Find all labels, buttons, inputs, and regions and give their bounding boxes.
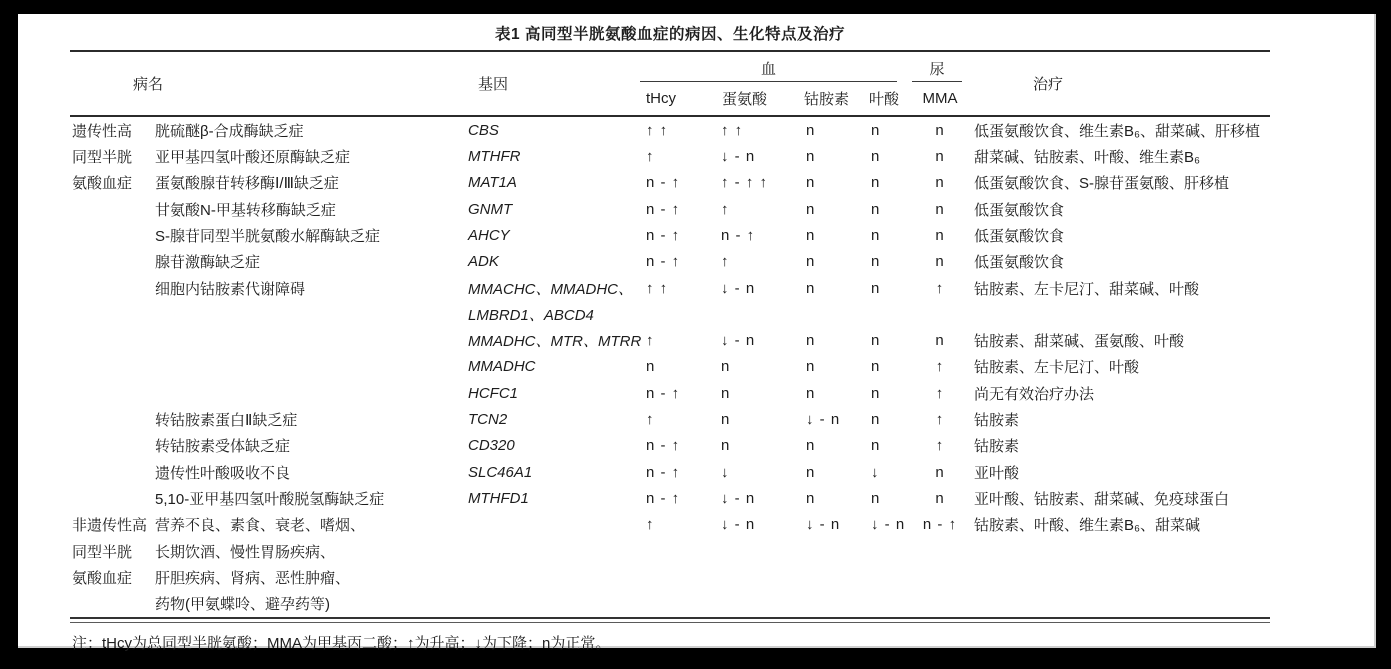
treatment-text: 尚无有效治疗办法 — [974, 385, 1095, 403]
document-page — [18, 14, 1376, 652]
mma-value: n — [935, 253, 945, 271]
methionine-value: n — [721, 437, 731, 455]
group-label — [70, 196, 154, 222]
thcy-value: n - ↑ — [646, 226, 681, 244]
methionine-value: n — [721, 411, 731, 429]
thcy-value: n - ↑ — [646, 437, 681, 455]
group-label — [70, 328, 154, 354]
table-row — [70, 222, 1270, 248]
methionine-value: n — [721, 358, 731, 376]
gene-name: LMBRD1、ABCD4 — [468, 306, 594, 324]
methionine-value: ↑ - ↑ ↑ — [721, 174, 768, 192]
gene-name — [462, 538, 640, 564]
disease-name — [154, 301, 462, 327]
mma-value: n — [935, 490, 945, 508]
gene-name — [462, 512, 640, 538]
table-header — [70, 50, 1270, 117]
treatment-text: 钴胺素 — [974, 412, 1020, 430]
treatment-text: 低蛋氨酸饮食 — [974, 254, 1065, 272]
disease-name: 5,10-亚甲基四氢叶酸脱氢酶缺乏症 — [155, 491, 385, 509]
treatment-text — [970, 564, 1270, 590]
group-label — [70, 380, 154, 406]
cobalamin-value: n — [806, 463, 816, 481]
table-row — [70, 564, 1270, 590]
disease-name: 胱硫醚β-合成酶缺乏症 — [155, 122, 304, 140]
treatment-text — [970, 591, 1270, 617]
table-row — [70, 275, 1270, 301]
thcy-value: n - ↑ — [646, 200, 681, 218]
folate-value: n — [871, 384, 881, 402]
cobalamin-value: n — [806, 332, 816, 350]
mma-value: n — [935, 121, 945, 139]
folate-value: n — [871, 279, 881, 297]
disease-name — [154, 380, 462, 406]
mma-value: n — [935, 332, 945, 350]
folate-value: n — [871, 200, 881, 218]
thcy-value: n - ↑ — [646, 253, 681, 271]
group-label — [70, 249, 154, 275]
thcy-value: n - ↑ — [646, 490, 681, 508]
gene-name — [462, 591, 640, 617]
header-folate: 叶酸 — [869, 91, 900, 108]
header-cobalamin: 钴胺素 — [804, 91, 850, 108]
folate-value: n — [871, 437, 881, 455]
methionine-value: ↓ - n — [721, 490, 756, 508]
thcy-value: ↑ ↑ — [646, 279, 669, 297]
gene-name — [462, 564, 640, 590]
cobalamin-value — [800, 564, 865, 590]
methionine-value: n - ↑ — [721, 226, 756, 244]
cobalamin-value: n — [806, 200, 816, 218]
group-label — [70, 406, 154, 432]
thcy-value: ↑ — [646, 516, 655, 534]
disease-name — [154, 354, 462, 380]
thcy-value: ↑ — [646, 147, 655, 165]
folate-value: n — [871, 147, 881, 165]
table-row — [70, 459, 1270, 485]
table-row — [70, 380, 1270, 406]
group-label: 氨酸血症 — [72, 569, 133, 587]
gene-name: SLC46A1 — [468, 463, 533, 481]
treatment-text: 亚叶酸 — [974, 464, 1020, 482]
mma-value — [910, 591, 970, 617]
disease-name: 肝胆疾病、肾病、恶性肿瘤、 — [155, 569, 351, 587]
data-table — [70, 50, 1270, 653]
mma-value — [910, 538, 970, 564]
group-label: 遗传性高 — [72, 122, 133, 140]
folate-value: n — [871, 226, 881, 244]
disease-name: 遗传性叶酸吸收不良 — [155, 464, 291, 482]
thcy-value — [640, 564, 715, 590]
folate-value — [865, 564, 910, 590]
thcy-value: n - ↑ — [646, 463, 681, 481]
mma-value: ↑ — [935, 411, 945, 429]
methionine-value — [715, 591, 800, 617]
gene-name: MMADHC、MTR、MTRR — [468, 333, 642, 351]
header-treatment: 治疗 — [1033, 76, 1064, 93]
group-label — [70, 222, 154, 248]
mma-value: n - ↑ — [922, 516, 958, 534]
methionine-value: ↓ - n — [721, 516, 756, 534]
treatment-text: 低蛋氨酸饮食、S-腺苷蛋氨酸、肝移植 — [974, 175, 1230, 193]
treatment-text — [970, 301, 1270, 327]
methionine-value: ↑ ↑ — [721, 121, 744, 139]
table-row — [70, 406, 1270, 432]
folate-value: n — [871, 174, 881, 192]
methionine-value — [715, 564, 800, 590]
gene-name: MMADHC — [468, 358, 536, 376]
table-row — [70, 117, 1270, 143]
group-label — [70, 485, 154, 511]
table-row — [70, 538, 1270, 564]
table-row — [70, 196, 1270, 222]
table-row — [70, 328, 1270, 354]
table-row — [70, 591, 1270, 617]
cobalamin-value: n — [806, 147, 816, 165]
treatment-text: 钴胺素、甜菜碱、蛋氨酸、叶酸 — [974, 333, 1185, 351]
mma-value: ↑ — [935, 358, 945, 376]
group-label: 同型半胱 — [72, 543, 133, 561]
group-label — [70, 354, 154, 380]
treatment-text: 钴胺素 — [974, 438, 1020, 456]
gene-name: CD320 — [468, 437, 515, 455]
folate-value: n — [871, 411, 881, 429]
folate-value: n — [871, 490, 881, 508]
disease-name: 药物(甲氨蝶呤、避孕药等) — [155, 596, 330, 614]
cobalamin-value: ↓ - n — [806, 516, 841, 534]
methionine-value — [715, 538, 800, 564]
header-urine-group: 尿 — [912, 56, 962, 82]
treatment-text — [970, 538, 1270, 564]
group-label — [70, 301, 154, 327]
treatment-text: 低蛋氨酸饮食 — [974, 227, 1065, 245]
table-bottom-rule — [70, 617, 1270, 623]
cobalamin-value: n — [806, 174, 816, 192]
table-title: 表1 高同型半胱氨酸血症的病因、生化特点及治疗 — [495, 26, 845, 43]
thcy-value: ↑ ↑ — [646, 121, 669, 139]
treatment-text: 低蛋氨酸饮食 — [974, 201, 1065, 219]
disease-name: 转钴胺素受体缺乏症 — [155, 438, 291, 456]
treatment-text: 低蛋氨酸饮食、维生素B₆、甜菜碱、肝移植 — [974, 122, 1261, 140]
disease-name: 亚甲基四氢叶酸还原酶缺乏症 — [155, 148, 351, 166]
thcy-value: n — [646, 358, 656, 376]
group-label: 同型半胱 — [72, 148, 133, 166]
disease-name: S-腺苷同型半胱氨酸水解酶缺乏症 — [155, 227, 381, 245]
gene-name: MMACHC、MMADHC、 — [468, 280, 633, 298]
group-label: 氨酸血症 — [72, 175, 133, 193]
thcy-value: n - ↑ — [646, 174, 681, 192]
gene-name: HCFC1 — [468, 384, 519, 402]
mma-value — [910, 301, 970, 327]
disease-name: 长期饮酒、慢性胃肠疾病、 — [155, 543, 336, 561]
header-gene: 基因 — [478, 76, 509, 93]
cobalamin-value: n — [806, 358, 816, 376]
folate-value: n — [871, 358, 881, 376]
folate-value — [865, 591, 910, 617]
mma-value: n — [935, 147, 945, 165]
folate-value — [865, 301, 910, 327]
folate-value: n — [871, 121, 881, 139]
cobalamin-value: n — [806, 437, 816, 455]
thcy-value — [640, 591, 715, 617]
table-row — [70, 354, 1270, 380]
mma-value: n — [935, 200, 945, 218]
folate-value: ↓ - n — [871, 516, 906, 534]
disease-name: 腺苷激酶缺乏症 — [155, 254, 261, 272]
mma-value: ↑ — [935, 384, 945, 402]
treatment-text: 钴胺素、左卡尼汀、叶酸 — [974, 359, 1140, 377]
disease-name — [154, 328, 462, 354]
header-thcy: tHcy — [646, 90, 676, 107]
treatment-text: 钴胺素、左卡尼汀、甜菜碱、叶酸 — [974, 280, 1200, 298]
gene-name: MTHFR — [468, 147, 521, 165]
header-disease: 病名 — [133, 76, 164, 93]
group-label — [70, 591, 154, 617]
thcy-value: n - ↑ — [646, 384, 681, 402]
cobalamin-value: n — [806, 226, 816, 244]
table-row — [70, 249, 1270, 275]
mma-value: n — [935, 463, 945, 481]
table-footnote: 注：tHcy为总同型半胱氨酸；MMA为甲基丙二酸；↑为升高；↓为下降；n为正常。 — [72, 634, 611, 652]
cobalamin-value: ↓ - n — [806, 411, 841, 429]
table-row — [70, 433, 1270, 459]
mma-value: ↑ — [935, 437, 945, 455]
folate-value: n — [871, 253, 881, 271]
methionine-value: ↓ - n — [721, 332, 756, 350]
mma-value: n — [935, 174, 945, 192]
folate-value: ↓ — [871, 463, 880, 481]
header-mma: MMA — [922, 90, 958, 107]
folate-value — [865, 538, 910, 564]
gene-name: MAT1A — [468, 174, 517, 192]
table-row — [70, 301, 1270, 327]
cobalamin-value: n — [806, 253, 816, 271]
methionine-value: ↓ — [721, 463, 730, 481]
methionine-value: ↓ - n — [721, 147, 756, 165]
gene-name: CBS — [468, 121, 499, 139]
methionine-value: ↑ — [721, 253, 730, 271]
cobalamin-value — [800, 591, 865, 617]
disease-name: 细胞内钴胺素代谢障碍 — [155, 280, 306, 298]
cobalamin-value — [800, 538, 865, 564]
mma-value — [910, 564, 970, 590]
header-methionine: 蛋氨酸 — [722, 91, 768, 108]
cobalamin-value: n — [806, 490, 816, 508]
thcy-value — [640, 538, 715, 564]
gene-name: MTHFD1 — [468, 490, 529, 508]
gene-name: GNMT — [468, 200, 513, 218]
table-row — [70, 485, 1270, 511]
mma-value: ↑ — [935, 279, 945, 297]
methionine-value: n — [721, 384, 731, 402]
gene-name: ADK — [468, 253, 499, 271]
disease-name: 营养不良、素食、衰老、嗜烟、 — [155, 517, 366, 535]
header-blood-group: 血 — [640, 56, 897, 82]
methionine-value: ↓ - n — [721, 279, 756, 297]
disease-name: 蛋氨酸腺苷转移酶Ⅰ/Ⅲ缺乏症 — [155, 175, 339, 193]
group-label — [70, 275, 154, 301]
gene-name: AHCY — [468, 226, 510, 244]
treatment-text: 钴胺素、叶酸、维生素B₆、甜菜碱 — [974, 517, 1201, 535]
group-label — [70, 459, 154, 485]
gene-name: TCN2 — [468, 411, 508, 429]
methionine-value — [715, 301, 800, 327]
disease-name: 甘氨酸N-甲基转移酶缺乏症 — [155, 201, 336, 219]
table-row — [70, 170, 1270, 196]
treatment-text: 甜菜碱、钴胺素、叶酸、维生素B₆ — [974, 148, 1201, 166]
table-row — [70, 143, 1270, 169]
thcy-value — [640, 301, 715, 327]
disease-name: 转钴胺素蛋白Ⅱ缺乏症 — [155, 412, 298, 430]
methionine-value: ↑ — [721, 200, 730, 218]
cobalamin-value: n — [806, 121, 816, 139]
cobalamin-value — [800, 301, 865, 327]
group-label — [70, 433, 154, 459]
thcy-value: ↑ — [646, 332, 655, 350]
table-body — [70, 117, 1270, 617]
cobalamin-value: n — [806, 279, 816, 297]
mma-value: n — [935, 226, 945, 244]
thcy-value: ↑ — [646, 411, 655, 429]
treatment-text: 亚叶酸、钴胺素、甜菜碱、免疫球蛋白 — [974, 491, 1230, 509]
table-row — [70, 512, 1270, 538]
folate-value: n — [871, 332, 881, 350]
group-label: 非遗传性高 — [72, 517, 148, 535]
cobalamin-value: n — [806, 384, 816, 402]
